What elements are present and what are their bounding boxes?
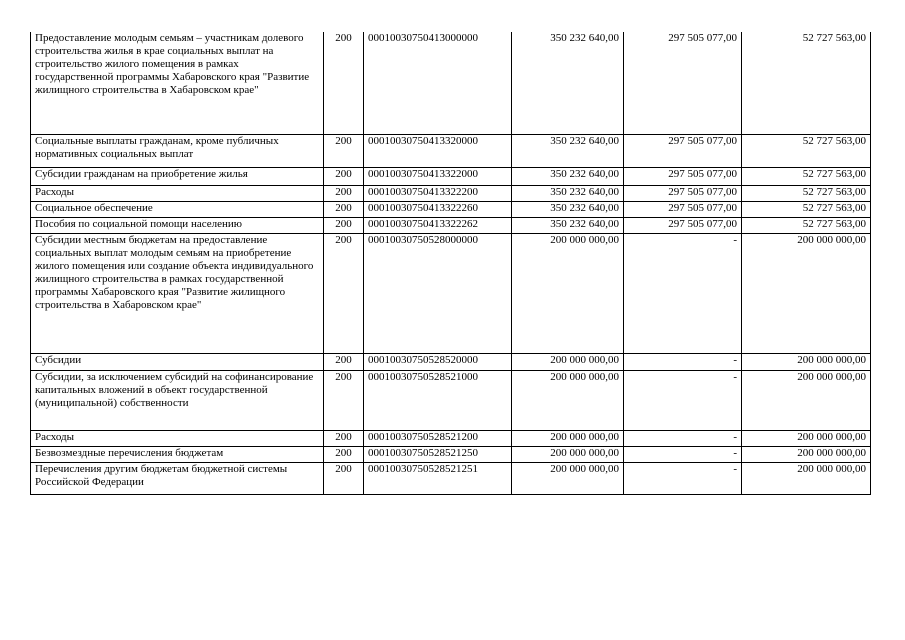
row-name: Перечисления другим бюджетам бюджетной системы Российской Федерации: [31, 462, 324, 494]
row-name: Социальные выплаты гражданам, кроме публичных нормативных социальных выплат: [31, 134, 324, 167]
row-budget-code: 00010030750413320000: [364, 134, 512, 167]
table-row: [31, 201, 871, 217]
table-row: [31, 167, 871, 185]
table-row: [31, 32, 871, 134]
row-line-code: 200: [324, 134, 364, 167]
row-line-code: 200: [324, 430, 364, 446]
row-executed-amount: -: [624, 353, 742, 370]
row-budget-code: 00010030750528521200: [364, 430, 512, 446]
row-name: Расходы: [31, 430, 324, 446]
row-line-code: 200: [324, 353, 364, 370]
row-budget-code: 00010030750413322262: [364, 217, 512, 233]
table-row: [31, 134, 871, 167]
row-approved-amount: 200 000 000,00: [512, 446, 624, 462]
row-approved-amount: 200 000 000,00: [512, 462, 624, 494]
row-budget-code: 00010030750528521251: [364, 462, 512, 494]
row-line-code: 200: [324, 462, 364, 494]
row-executed-amount: -: [624, 446, 742, 462]
row-unexecuted-amount: 52 727 563,00: [742, 201, 871, 217]
row-unexecuted-amount: 200 000 000,00: [742, 462, 871, 494]
table-row: [31, 370, 871, 430]
row-approved-amount: 350 232 640,00: [512, 134, 624, 167]
row-line-code: 200: [324, 370, 364, 430]
row-line-code: 200: [324, 167, 364, 185]
row-approved-amount: 350 232 640,00: [512, 217, 624, 233]
row-line-code: 200: [324, 217, 364, 233]
table-row: [31, 446, 871, 462]
row-budget-code: 00010030750413322200: [364, 185, 512, 201]
row-unexecuted-amount: 52 727 563,00: [742, 185, 871, 201]
row-approved-amount: 200 000 000,00: [512, 353, 624, 370]
row-executed-amount: -: [624, 430, 742, 446]
row-executed-amount: -: [624, 370, 742, 430]
row-name: Расходы: [31, 185, 324, 201]
row-unexecuted-amount: 200 000 000,00: [742, 233, 871, 353]
row-name: Предоставление молодым семьям – участникам долевого строительства жилья в крае социальных выплат на строительство жилого помещения в рамках государственной программы Хабаровского края "Развитие жилищного строительства в Хабаровском крае": [31, 32, 324, 134]
row-approved-amount: 350 232 640,00: [512, 185, 624, 201]
row-unexecuted-amount: 52 727 563,00: [742, 167, 871, 185]
row-approved-amount: 350 232 640,00: [512, 201, 624, 217]
row-approved-amount: 350 232 640,00: [512, 167, 624, 185]
table-row: [31, 185, 871, 201]
table-row: [31, 353, 871, 370]
budget-execution-table: [30, 32, 871, 495]
row-name: Субсидии, за исключением субсидий на софинансирование капитальных вложений в объект государственной (муниципальной) собственности: [31, 370, 324, 430]
row-name: Пособия по социальной помощи населению: [31, 217, 324, 233]
row-executed-amount: 297 505 077,00: [624, 134, 742, 167]
row-name: Субсидии: [31, 353, 324, 370]
table-row: [31, 430, 871, 446]
row-line-code: 200: [324, 446, 364, 462]
row-executed-amount: 297 505 077,00: [624, 32, 742, 134]
row-executed-amount: 297 505 077,00: [624, 167, 742, 185]
row-line-code: 200: [324, 233, 364, 353]
row-name: Безвозмездные перечисления бюджетам: [31, 446, 324, 462]
row-unexecuted-amount: 52 727 563,00: [742, 134, 871, 167]
row-budget-code: 00010030750528000000: [364, 233, 512, 353]
row-executed-amount: 297 505 077,00: [624, 217, 742, 233]
row-unexecuted-amount: 200 000 000,00: [742, 446, 871, 462]
table-row: [31, 217, 871, 233]
row-approved-amount: 200 000 000,00: [512, 430, 624, 446]
row-line-code: 200: [324, 185, 364, 201]
row-unexecuted-amount: 52 727 563,00: [742, 217, 871, 233]
row-executed-amount: -: [624, 233, 742, 353]
row-budget-code: 00010030750528521250: [364, 446, 512, 462]
row-name: Субсидии гражданам на приобретение жилья: [31, 167, 324, 185]
row-executed-amount: -: [624, 462, 742, 494]
row-name: Социальное обеспечение: [31, 201, 324, 217]
row-executed-amount: 297 505 077,00: [624, 201, 742, 217]
row-unexecuted-amount: 200 000 000,00: [742, 430, 871, 446]
row-executed-amount: 297 505 077,00: [624, 185, 742, 201]
row-name: Субсидии местным бюджетам на предоставление социальных выплат молодым семьям на приобретение жилого помещения или создание объекта индивидуального жилищного строительства в рамках государственной программы Хабаровского края "Развитие жилищного строительства в Хабаровском крае": [31, 233, 324, 353]
table-row: [31, 233, 871, 353]
row-budget-code: 00010030750413000000: [364, 32, 512, 134]
row-approved-amount: 200 000 000,00: [512, 370, 624, 430]
row-unexecuted-amount: 200 000 000,00: [742, 353, 871, 370]
row-line-code: 200: [324, 32, 364, 134]
row-approved-amount: 350 232 640,00: [512, 32, 624, 134]
row-budget-code: 00010030750528520000: [364, 353, 512, 370]
row-budget-code: 00010030750413322260: [364, 201, 512, 217]
row-unexecuted-amount: 200 000 000,00: [742, 370, 871, 430]
row-budget-code: 00010030750413322000: [364, 167, 512, 185]
row-approved-amount: 200 000 000,00: [512, 233, 624, 353]
table-row: [31, 462, 871, 494]
row-budget-code: 00010030750528521000: [364, 370, 512, 430]
row-unexecuted-amount: 52 727 563,00: [742, 32, 871, 134]
row-line-code: 200: [324, 201, 364, 217]
